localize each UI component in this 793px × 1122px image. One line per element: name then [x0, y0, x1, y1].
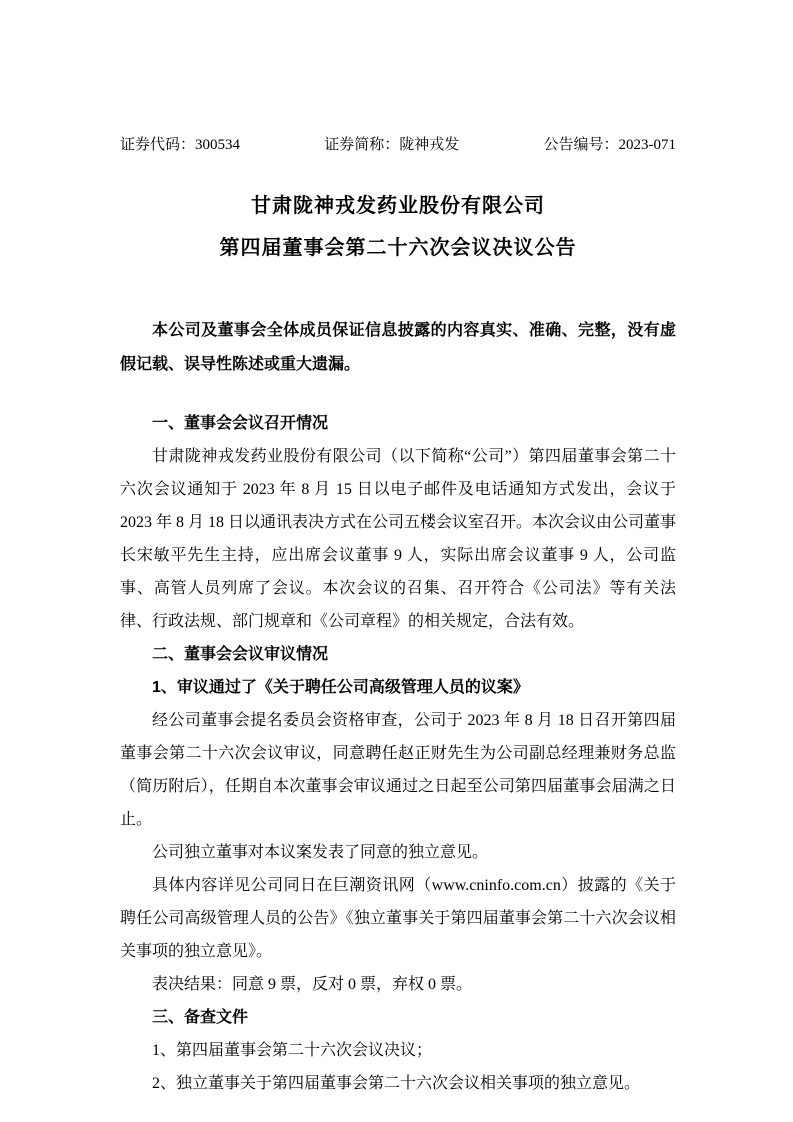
section-1-heading: 一、董事会会议召开情况 — [152, 415, 329, 432]
stock-name: 证券简称：陇神戎发 — [324, 137, 460, 153]
voting-result: 表决结果：同意 9 票，反对 0 票，弃权 0 票。 — [152, 976, 473, 993]
announcement-title: 第四届董事会第二十六次会议决议公告 — [219, 237, 577, 259]
section-2-item-1-heading: 1、审议通过了《关于聘任公司高级管理人员的议案》 — [152, 679, 529, 696]
section-1-body: 甘肃陇神戎发药业股份有限公司（以下简称“公司”）第四届董事会第二十六次会议通知于 2023 年 8 月 15 日以电子邮件及电话通知方式发出，会议于 2023 年 8 月 18 日以通讯表决方式在公司五楼会议室召开。本次会议由公司董事长宋敏平先生主持，应出席会议董事 9 人，实际出席会议董事 9 人，公司监事、高管人员列席了会议。本次会议的召集、召开符合《公司法》等有关法律、行政法规、部门规章和《公司章程》的相关规定，合法有效。 — [120, 448, 677, 630]
announcement-number: 公告编号：2023-071 — [543, 137, 676, 153]
reference-document-1: 1、第四届董事会第二十六次会议决议； — [152, 1042, 433, 1059]
company-name-title: 甘肃陇神戎发药业股份有限公司 — [251, 195, 545, 217]
section-2-heading: 二、董事会会议审议情况 — [152, 646, 329, 663]
disclosure-reference: 具体内容详见公司同日在巨潮资讯网（www.cninfo.com.cn）披露的《关于聘任公司高级管理人员的公告》《独立董事关于第四届董事会第二十六次会议相关事项的独立意见》。 — [120, 877, 676, 960]
section-2-item-1-body: 经公司董事会提名委员会资格审查，公司于 2023 年 8 月 18 日召开第四届董事会第二十六次会议审议，同意聘任赵正财先生为公司副总经理兼财务总监（简历附后），任期自本次董事会审议通过之日起至公司第四届董事会届满之日止。 — [120, 712, 676, 828]
independent-director-opinion: 公司独立董事对本议案发表了同意的独立意见。 — [152, 844, 489, 861]
stock-code: 证券代码：300534 — [120, 137, 241, 153]
disclaimer-paragraph: 本公司及董事会全体成员保证信息披露的内容真实、准确、完整，没有虚假记载、误导性陈述或重大遗漏。 — [120, 322, 676, 373]
section-3-heading: 三、备查文件 — [152, 1009, 249, 1026]
reference-document-2: 2、独立董事关于第四届董事会第二十六次会议相关事项的独立意见。 — [152, 1075, 641, 1092]
document-header — [120, 133, 676, 154]
